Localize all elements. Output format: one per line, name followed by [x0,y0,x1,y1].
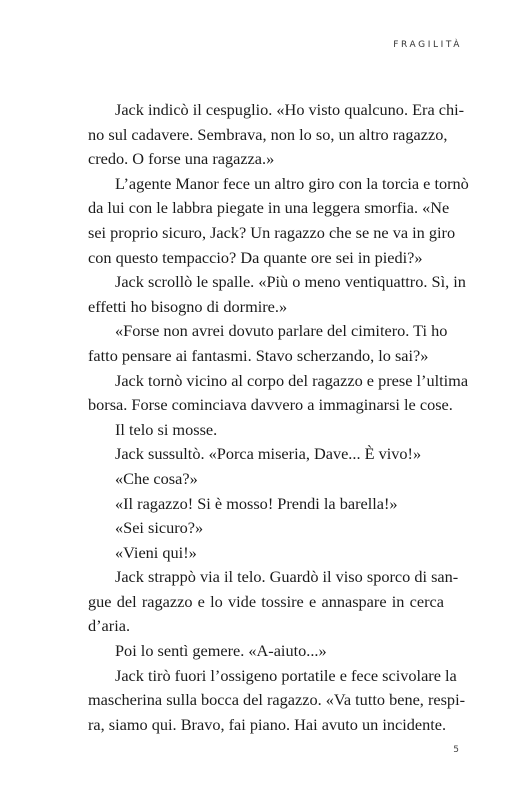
text-line: con questo tempaccio? Da quante ore sei in piedi?» [88,247,423,267]
page-number: 5 [453,745,459,755]
text-line: effetti ho bisogno di dormire.» [88,296,288,316]
text-line: d’aria. [88,616,131,636]
body-text [88,98,469,737]
text-line: ra, siamo qui. Bravo, fai piano. Hai avuto un incidente. [88,714,447,734]
text-line: borsa. Forse cominciava davvero a immaginarsi le cose. [88,395,453,415]
text-line: Poi lo sentì gemere. «A-aiuto...» [115,641,327,661]
text-line: Jack scrollò le spalle. «Più o meno ventiquattro. Sì, in [115,272,466,292]
text-line: «Il ragazzo! Si è mosso! Prendi la barella!» [115,493,398,513]
text-line: Il telo si mosse. [115,419,218,439]
text-line: «Sei sicuro?» [115,518,204,538]
running-head: FRAGILITÀ [393,40,462,50]
text-line: Jack tirò fuori l’ossigeno portatile e fece scivolare la [115,665,457,685]
text-line: «Vieni qui!» [115,542,197,562]
text-line: Jack tornò vicino al corpo del ragazzo e prese l’ultima [115,370,469,390]
text-line: da lui con le labbra piegate in una leggera smorfia. «Ne [88,198,450,218]
text-line: Jack indicò il cespuglio. «Ho visto qualcuno. Era chi- [115,100,465,119]
text-line: mascherina sulla bocca del ragazzo. «Va tutto bene, respi- [88,690,466,710]
text-line: Jack strappò via il telo. Guardò il viso sporco di san- [115,567,459,587]
text-line: sei proprio sicuro, Jack? Un ragazzo che se ne va in giro [88,222,456,242]
text-line: gue del ragazzo e lo vide tossire e annaspare in cerca [88,591,444,611]
text-line: credo. O forse una ragazza.» [88,149,275,169]
text-line: «Forse non avrei dovuto parlare del cimitero. Ti ho [115,321,448,341]
text-line: no sul cadavere. Sembrava, non lo so, un altro ragazzo, [88,124,448,144]
text-line: fatto pensare ai fantasmi. Stavo scherzando, lo sai?» [88,345,429,365]
text-line: Jack sussultò. «Porca miseria, Dave... È vivo!» [115,444,422,464]
text-line: L’agente Manor fece un altro giro con la torcia e tornò [115,173,469,193]
text-line: «Che cosa?» [115,468,198,488]
